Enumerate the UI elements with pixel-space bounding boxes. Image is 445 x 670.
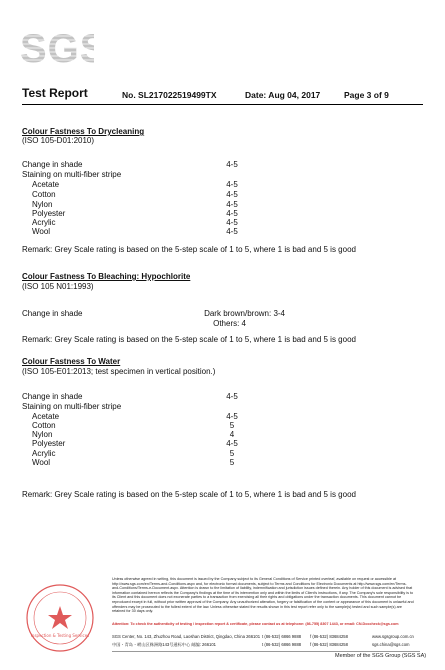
seal-caption: Inspection & Testing Services [30, 633, 90, 638]
report-date: Date: Aug 04, 2017 [245, 90, 321, 100]
change-in-shade-label: Change in shade [22, 160, 83, 169]
fiber-name: Nylon [32, 200, 53, 209]
staining-label: Staining on multi-fiber stripe [22, 170, 122, 179]
fiber-value: 4-5 [226, 439, 238, 448]
header-rule [22, 104, 423, 105]
fiber-name: Polyester [32, 439, 66, 448]
change-in-shade-value: 4-5 [226, 392, 238, 401]
footer-website: www.sgsgroup.com.cn [372, 634, 414, 639]
section-title-drycleaning: Colour Fastness To Drycleaning [22, 127, 145, 136]
fiber-value: 4-5 [226, 227, 238, 236]
fiber-value: 4-5 [226, 218, 238, 227]
footer-rule [112, 651, 420, 652]
footer-tel: t (86-532) 6866 9888 [262, 634, 302, 639]
report-title: Test Report [22, 86, 88, 100]
remark-text: Remark: Grey Scale rating is based on the 5-step scale of 1 to 5, where 1 is bad and 5 is good [22, 490, 356, 499]
page-number: Page 3 of 9 [344, 90, 389, 100]
fiber-name: Cotton [32, 190, 56, 199]
footer-fax: f (86-532) 83684258 [310, 642, 348, 647]
fiber-name: Acrylic [32, 218, 56, 227]
fiber-name: Wool [32, 458, 51, 467]
sgs-logo-text: SG [20, 28, 80, 68]
footer-fax: f (86-532) 83684258 [310, 634, 348, 639]
fiber-value: 4-5 [226, 209, 238, 218]
footer-email: sgs.china@sgs.com [372, 642, 410, 647]
fiber-value: 4-5 [226, 200, 238, 209]
section-title-bleaching: Colour Fastness To Bleaching: Hypochlorite [22, 272, 191, 281]
staining-label: Staining on multi-fiber stripe [22, 402, 122, 411]
footer-address-en: SGS Center, No. 143, Zhuzhou Road, Laoshan District, Qingdao, China 266101 [112, 634, 261, 639]
fiber-value: 5 [229, 449, 235, 458]
fiber-name: Nylon [32, 430, 53, 439]
change-in-shade-value: Others: 4 [213, 319, 246, 328]
change-in-shade-value: Dark brown/brown: 3-4 [204, 309, 285, 318]
section-standard: (ISO 105-E01:2013; test specimen in vertical position.) [22, 367, 216, 376]
fiber-value: 4 [229, 430, 235, 439]
change-in-shade-label: Change in shade [22, 392, 83, 401]
change-in-shade-label: Change in shade [22, 309, 83, 318]
fiber-name: Acetate [32, 412, 60, 421]
footer-disclaimer: Unless otherwise agreed in writing, this document is issued by the Company subject to its General Conditions of Service printed overleaf, available on request or accessible at http://www.sgs.com/en/Terms-and-Conditions.aspx and, for electronic format documents, subject to Terms and Conditions for Electronic Documents at http://www.sgs.com/en/Terms-and-Conditions/Terms-e-Document.aspx. Attention is drawn to the limitation of liability, indemnification and jurisdiction issues defined therein. Any holder of this document is advised that information contained hereon reflects the Company's findings at the time of its intervention only and within the limits of Client's instructions, if any. The Company's sole responsibility is to its Client and this document does not exonerate parties to a transaction from exercising all their rights and obligations under the transaction documents. This document cannot be reproduced except in full, without prior written approval of the Company. Any unauthorized alteration, forgery or falsification of the content or appearance of this document is unlawful and offenders may be prosecuted to the fullest extent of the law. Unless otherwise stated the results shown in this test report refer only to the sample(s) tested and such sample(s) are retained for 30 days only. [112, 577, 414, 614]
change-in-shade-value: 4-5 [226, 160, 238, 169]
remark-text: Remark: Grey Scale rating is based on the 5-step scale of 1 to 5, where 1 is bad and 5 is good [22, 335, 356, 344]
fiber-name: Acrylic [32, 449, 56, 458]
sgs-logo-graphic: SG SG [20, 28, 94, 68]
remark-text: Remark: Grey Scale rating is based on the 5-step scale of 1 to 5, where 1 is bad and 5 is good [22, 245, 356, 254]
fiber-value: 4-5 [226, 180, 238, 189]
fiber-name: Polyester [32, 209, 66, 218]
report-number: No. SL217022519499TX [122, 90, 217, 100]
footer-address-cn: 中国・青岛・崂山区株洲路143号通标中心 邮编: 266101 [112, 642, 217, 647]
section-title-water: Colour Fastness To Water [22, 357, 121, 366]
section-standard: (ISO 105-D01:2010) [22, 136, 95, 145]
sgs-logo [20, 28, 94, 75]
fiber-name: Cotton [32, 421, 56, 430]
fiber-value: 4-5 [226, 412, 238, 421]
section-standard: (ISO 105 N01:1993) [22, 282, 94, 291]
fiber-name: Acetate [32, 180, 60, 189]
fiber-name: Wool [32, 227, 51, 236]
company-seal [24, 582, 96, 654]
fiber-value: 5 [229, 458, 235, 467]
footer-member-text: Member of the SGS Group (SGS SA) [335, 653, 427, 659]
fiber-value: 4-5 [226, 190, 238, 199]
footer-tel: t (86-532) 6866 9888 [262, 642, 302, 647]
footer-attention: Attention: To check the authenticity of testing / inspection report & certificate, please contact us at telephone: (86-755) 8307 1443, or email: CN.Doccheck@sgs.com [112, 622, 399, 626]
fiber-value: 5 [229, 421, 235, 430]
